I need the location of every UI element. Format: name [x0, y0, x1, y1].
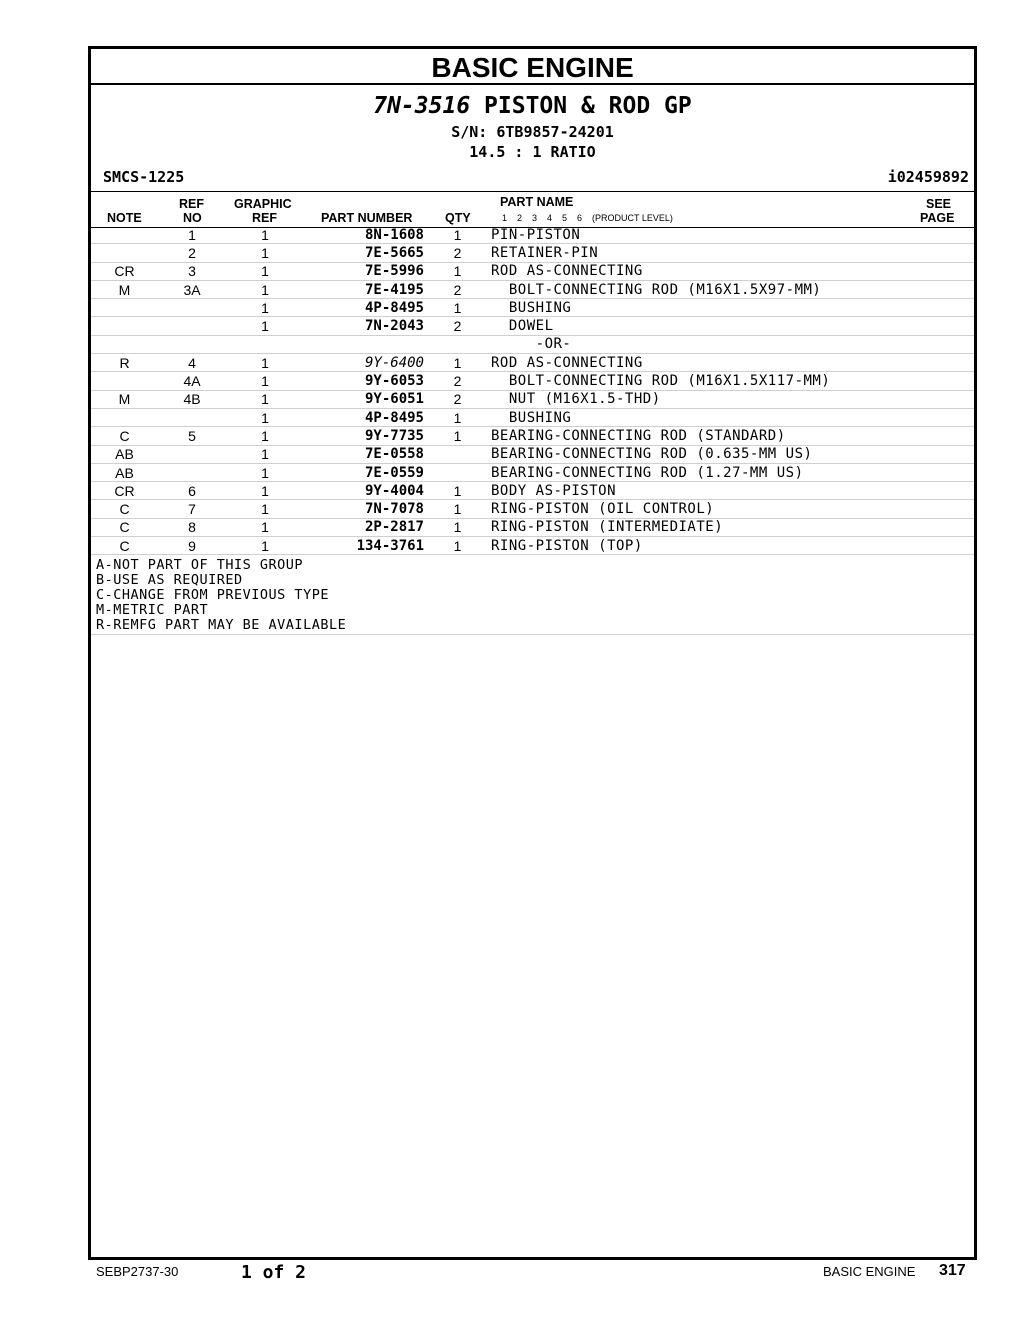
table-row [91, 518, 974, 536]
note-m: M-METRIC PART [96, 602, 209, 618]
ref-no-cell: 7 [158, 500, 226, 518]
note-cell: R [91, 354, 158, 372]
graphic-ref-cell: 1 [226, 317, 304, 335]
part-number-cell: 7E-0559 [304, 463, 424, 481]
page-number: 317 [939, 1262, 966, 1279]
part-number-cell: 9Y-6051 [304, 390, 424, 408]
ref-no-cell: 2 [158, 244, 226, 262]
table-row [91, 445, 974, 463]
note-cell: AB [91, 445, 158, 463]
ref-no-cell: 3 [158, 262, 226, 280]
parts-table-body [91, 226, 974, 555]
part-number-cell: 7E-5665 [304, 244, 424, 262]
part-name-cell: RETAINER-PIN [491, 244, 974, 262]
qty-cell: 2 [424, 390, 491, 408]
note-r: R-REMFG PART MAY BE AVAILABLE [96, 617, 347, 633]
note-cell: C [91, 427, 158, 445]
graphic-ref-cell: 1 [226, 500, 304, 518]
graphic-ref-cell: 1 [226, 262, 304, 280]
graphic-ref-cell: 1 [226, 299, 304, 317]
ref-no-cell: 5 [158, 427, 226, 445]
col-part-name: PART NAME [500, 195, 574, 209]
part-number-cell: 9Y-7735 [304, 427, 424, 445]
col-ref-line1: REF [179, 197, 204, 211]
graphic-ref-cell: 1 [226, 482, 304, 500]
table-row [91, 390, 974, 408]
ref-no-cell [158, 299, 226, 317]
part-name-cell: RING-PISTON (OIL CONTROL) [491, 500, 974, 518]
doc-number: SEBP2737-30 [96, 1264, 179, 1279]
part-number-cell: 4P-8495 [304, 299, 424, 317]
part-number-cell: 4P-8495 [304, 408, 424, 426]
col-graphic-line2: REF [252, 211, 277, 225]
page-count: 1 of 2 [241, 1262, 307, 1283]
table-row [91, 226, 974, 244]
graphic-ref-cell: 1 [226, 537, 304, 555]
graphic-ref-cell: 1 [226, 244, 304, 262]
graphic-ref-cell [226, 335, 304, 353]
col-see-line2: PAGE [920, 211, 955, 225]
table-row [91, 427, 974, 445]
part-number-cell: 9Y-4004 [304, 482, 424, 500]
note-cell: AB [91, 463, 158, 481]
col-product-level: 1 2 3 4 5 6 (PRODUCT LEVEL) [502, 213, 673, 223]
qty-cell [424, 445, 491, 463]
table-row [91, 372, 974, 390]
table-row [91, 280, 974, 298]
ref-no-cell: 6 [158, 482, 226, 500]
qty-cell: 1 [424, 226, 491, 244]
notes-divider [91, 634, 974, 635]
ref-no-cell [158, 408, 226, 426]
group-part-number: 7N-3516 [373, 93, 471, 119]
part-name-cell: BODY AS-PISTON [491, 482, 974, 500]
part-name-cell: DOWEL [491, 317, 974, 335]
graphic-ref-cell: 1 [226, 354, 304, 372]
note-cell [91, 335, 158, 353]
part-number-cell: 7E-0558 [304, 445, 424, 463]
part-name-cell: BOLT-CONNECTING ROD (M16X1.5X117-MM) [491, 372, 974, 390]
note-cell [91, 226, 158, 244]
graphic-ref-cell: 1 [226, 427, 304, 445]
note-c: C-CHANGE FROM PREVIOUS TYPE [96, 587, 329, 603]
note-cell [91, 299, 158, 317]
table-row [91, 262, 974, 280]
part-number-cell: 134-3761 [304, 537, 424, 555]
qty-cell: 1 [424, 262, 491, 280]
ref-no-cell: 3A [158, 280, 226, 298]
graphic-ref-cell: 1 [226, 518, 304, 536]
note-cell: CR [91, 262, 158, 280]
ref-no-cell: 4A [158, 372, 226, 390]
qty-cell: 1 [424, 500, 491, 518]
ratio: 14.5 : 1 RATIO [469, 143, 596, 161]
ref-no-cell: 9 [158, 537, 226, 555]
qty-cell [424, 463, 491, 481]
notes-legend [96, 558, 974, 633]
part-number-cell: 2P-2817 [304, 518, 424, 536]
group-name: PISTON & ROD GP [484, 93, 692, 119]
table-row [91, 482, 974, 500]
note-cell: C [91, 500, 158, 518]
page-frame [88, 46, 977, 1260]
part-number-cell: 7N-7078 [304, 500, 424, 518]
part-number-cell: 9Y-6053 [304, 372, 424, 390]
ref-no-cell: 8 [158, 518, 226, 536]
part-number-cell: 7N-2043 [304, 317, 424, 335]
part-name-cell: ROD AS-CONNECTING [491, 262, 974, 280]
graphic-ref-cell: 1 [226, 445, 304, 463]
part-name-cell: PIN-PISTON [491, 226, 974, 244]
graphic-ref-cell: 1 [226, 408, 304, 426]
doc-id: i02459892 [887, 168, 969, 186]
table-row [91, 299, 974, 317]
col-part-number: PART NUMBER [321, 211, 413, 225]
part-number-cell: 9Y-6400 [304, 354, 424, 372]
ref-no-cell [158, 335, 226, 353]
serial-number: S/N: 6TB9857-24201 [451, 123, 614, 141]
ref-no-cell: 4 [158, 354, 226, 372]
note-b: B-USE AS REQUIRED [96, 572, 243, 588]
qty-cell: 2 [424, 372, 491, 390]
ref-no-cell [158, 445, 226, 463]
note-cell: M [91, 280, 158, 298]
part-name-cell: ROD AS-CONNECTING [491, 354, 974, 372]
table-row [91, 354, 974, 372]
col-qty: QTY [445, 211, 471, 225]
table-row [91, 500, 974, 518]
qty-cell: 1 [424, 537, 491, 555]
note-cell [91, 317, 158, 335]
col-note: NOTE [107, 211, 142, 225]
table-row [91, 408, 974, 426]
part-name-cell: -OR- [491, 335, 974, 353]
col-graphic-line1: GRAPHIC [234, 197, 292, 211]
note-cell: CR [91, 482, 158, 500]
note-cell: M [91, 390, 158, 408]
table-row [91, 317, 974, 335]
table-row [91, 335, 974, 353]
group-title [91, 93, 974, 119]
graphic-ref-cell: 1 [226, 226, 304, 244]
note-cell [91, 408, 158, 426]
note-cell: C [91, 518, 158, 536]
part-number-cell: 7E-4195 [304, 280, 424, 298]
note-cell [91, 244, 158, 262]
part-name-cell: BEARING-CONNECTING ROD (1.27-MM US) [491, 463, 974, 481]
qty-cell: 1 [424, 427, 491, 445]
part-name-cell: RING-PISTON (INTERMEDIATE) [491, 518, 974, 536]
part-name-cell: BUSHING [491, 408, 974, 426]
part-number-cell: 8N-1608 [304, 226, 424, 244]
qty-cell: 1 [424, 482, 491, 500]
section-title: BASIC ENGINE [91, 49, 974, 85]
part-name-cell: BEARING-CONNECTING ROD (STANDARD) [491, 427, 974, 445]
parts-table [91, 226, 974, 555]
table-row [91, 537, 974, 555]
part-name-cell: RING-PISTON (TOP) [491, 537, 974, 555]
qty-cell: 2 [424, 244, 491, 262]
table-row [91, 244, 974, 262]
qty-cell: 1 [424, 354, 491, 372]
note-cell [91, 372, 158, 390]
footer-section: BASIC ENGINE [823, 1264, 916, 1279]
qty-cell: 1 [424, 408, 491, 426]
qty-cell: 1 [424, 299, 491, 317]
part-number-cell: 7E-5996 [304, 262, 424, 280]
ref-no-cell: 4B [158, 390, 226, 408]
part-number-cell [304, 335, 424, 353]
col-see-line1: SEE [926, 197, 952, 211]
table-row [91, 463, 974, 481]
qty-cell: 2 [424, 317, 491, 335]
table-header [91, 191, 974, 228]
ref-no-cell: 1 [158, 226, 226, 244]
ref-no-cell [158, 463, 226, 481]
col-ref-line2: NO [183, 211, 202, 225]
qty-cell: 1 [424, 518, 491, 536]
note-a: A-NOT PART OF THIS GROUP [96, 557, 304, 573]
note-cell: C [91, 537, 158, 555]
part-name-cell: BUSHING [491, 299, 974, 317]
smcs-code: SMCS-1225 [103, 168, 185, 186]
qty-cell [424, 335, 491, 353]
part-name-cell: BEARING-CONNECTING ROD (0.635-MM US) [491, 445, 974, 463]
part-name-cell: BOLT-CONNECTING ROD (M16X1.5X97-MM) [491, 280, 974, 298]
graphic-ref-cell: 1 [226, 463, 304, 481]
graphic-ref-cell: 1 [226, 390, 304, 408]
ref-no-cell [158, 317, 226, 335]
qty-cell: 2 [424, 280, 491, 298]
part-name-cell: NUT (M16X1.5-THD) [491, 390, 974, 408]
graphic-ref-cell: 1 [226, 372, 304, 390]
graphic-ref-cell: 1 [226, 280, 304, 298]
